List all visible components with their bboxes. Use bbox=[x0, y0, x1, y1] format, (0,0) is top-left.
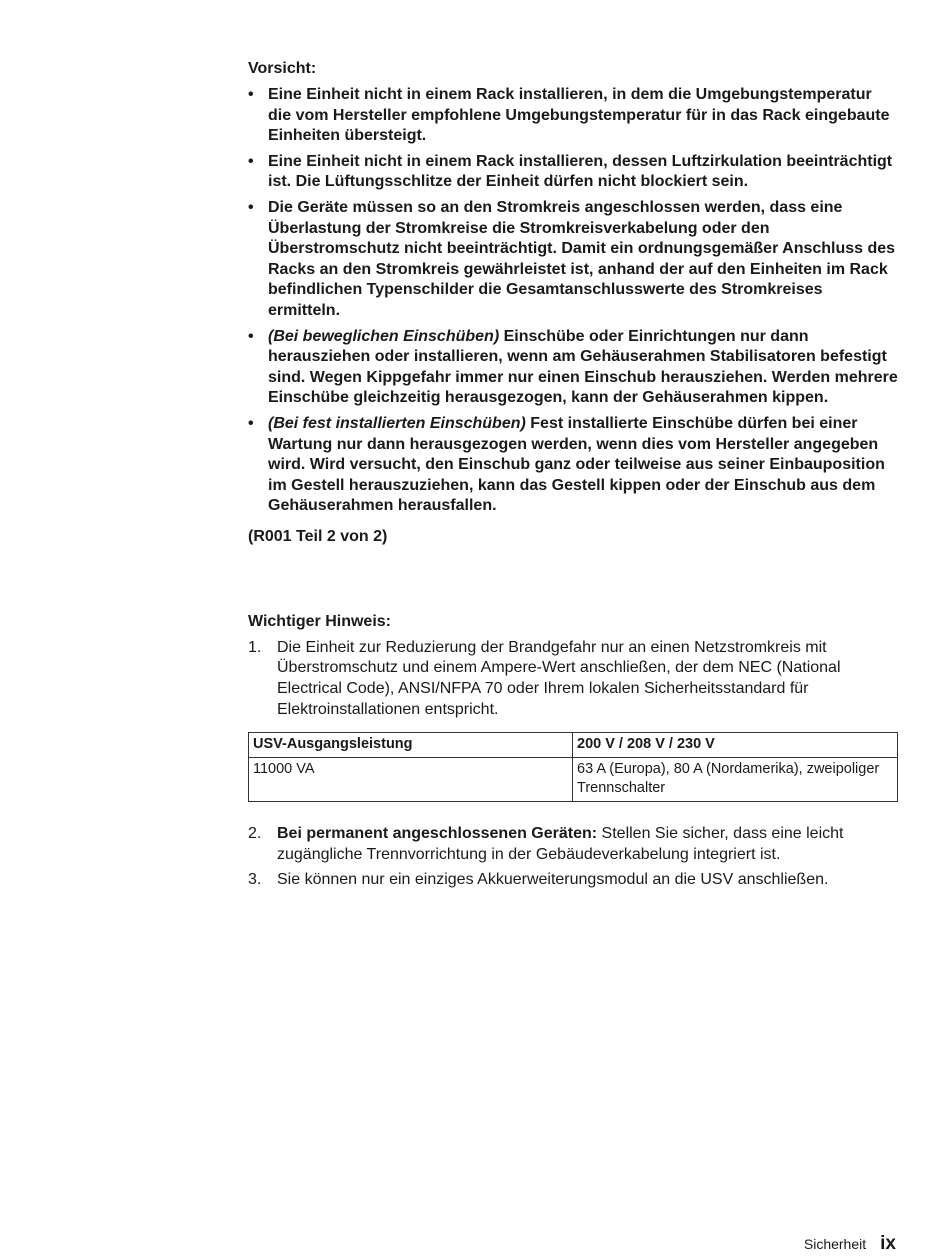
table-header-row bbox=[249, 733, 898, 758]
footer-section-label: Sicherheit bbox=[803, 1236, 867, 1252]
page-number: ix bbox=[880, 1233, 896, 1254]
notice-item bbox=[248, 870, 898, 891]
notice-item-text: Die Einheit zur Reduzierung der Brandgefahr nur an einen Netzstromkreis mit Überstromschutz und einem Ampere-Wert anschließen, der dem NEC (National Electrical Code), ANSI/NFPA 70 oder Ihrem lokalen Sicherheitsstandard für Elektroinstallationen entspricht. bbox=[277, 638, 841, 718]
table-header-cell: 200 V / 208 V / 230 V bbox=[573, 733, 898, 758]
caution-item-prefix: (Bei beweglichen Einschüben) bbox=[268, 327, 500, 345]
page-content bbox=[248, 58, 898, 896]
caution-item-text: Eine Einheit nicht in einem Rack installieren, in dem die Umgebungstemperatur die vom Hersteller empfohlene Umgebungstemperatur für in das Rack eingebaute Einheiten übersteigt. bbox=[268, 86, 890, 145]
bullet-icon: • bbox=[248, 327, 254, 345]
caution-item bbox=[248, 152, 898, 193]
page-footer bbox=[804, 1233, 896, 1255]
bullet-icon: • bbox=[248, 414, 254, 432]
caution-item bbox=[248, 198, 898, 322]
caution-reference: (R001 Teil 2 von 2) bbox=[248, 527, 388, 545]
caution-item-text: Eine Einheit nicht in einem Rack installieren, dessen Luftzirkulation beeinträchtigt ist. Die Lüftungsschlitze der Einheit dürfen nicht blockiert sein. bbox=[268, 152, 893, 191]
bullet-icon: • bbox=[248, 86, 254, 103]
caution-heading: Vorsicht: bbox=[248, 60, 317, 77]
caution-item-text: Einschübe oder Einrichtungen nur dann herausziehen oder installieren, wenn am Gehäuserahmen Stabilisatoren befestigt sind. Wegen Kippgefahr immer nur einen Einschub herausziehen. Werden mehrere Einschübe gleichzeitig herausgezogen, kann der Gehäuserahmen kippen. bbox=[268, 327, 898, 407]
notice-list bbox=[248, 638, 898, 720]
table-row bbox=[249, 758, 898, 802]
caution-list bbox=[248, 85, 898, 517]
table-cell: 11000 VA bbox=[249, 758, 573, 802]
notice-item bbox=[248, 638, 898, 720]
ups-spec-table bbox=[248, 732, 898, 802]
notice-item-bold: Bei permanent angeschlossenen Geräten: bbox=[277, 825, 598, 843]
caution-item-text: Fest installierte Einschübe dürfen bei einer Wartung nur dann herausgezogen werden, wenn dies vom Hersteller angegeben wird. Wird versucht, den Einschub ganz oder teilweise aus seiner Einbauposition im Gestell herauszuziehen, kann das Gestell kippen oder der Einschub aus dem Gehäuserahmen herausfallen. bbox=[268, 414, 885, 515]
caution-item bbox=[248, 85, 898, 147]
notice-item-number: 1. bbox=[248, 638, 262, 656]
notice-item-number: 3. bbox=[248, 871, 262, 889]
table-cell: 63 A (Europa), 80 A (Nordamerika), zweipoliger Trennschalter bbox=[573, 758, 898, 802]
notice-item-text: Stellen Sie sicher, dass eine leicht zugängliche Trennvorrichtung in der Gebäudeverkabelung integriert ist. bbox=[277, 825, 844, 863]
notice-item-text: Sie können nur ein einziges Akkuerweiterungsmodul an die USV anschließen. bbox=[277, 871, 829, 889]
notice-item-number: 2. bbox=[248, 825, 262, 843]
caution-item-text: Die Geräte müssen so an den Stromkreis angeschlossen werden, dass eine Überlastung der Stromkreise die Stromkreisverkabelung oder den Überstromschutz nicht beeinträchtigt. Damit ein ordnungsgemäßer Anschluss des Racks an den Stromkreis gewährleistet ist, anhand der auf den Einheiten im Rack befindlichen Typenschilder die Gesamtanschlusswerte des Stromkreises ermitteln. bbox=[268, 198, 896, 319]
caution-item bbox=[248, 414, 898, 517]
caution-item bbox=[248, 327, 898, 409]
notice-list-continued bbox=[248, 824, 898, 891]
table-header-cell: USV-Ausgangsleistung bbox=[249, 733, 573, 758]
caution-item-prefix: (Bei fest installierten Einschüben) bbox=[268, 414, 526, 432]
bullet-icon: • bbox=[248, 152, 254, 170]
notice-item bbox=[248, 824, 898, 865]
notice-heading: Wichtiger Hinweis: bbox=[248, 612, 391, 630]
bullet-icon: • bbox=[248, 198, 254, 216]
